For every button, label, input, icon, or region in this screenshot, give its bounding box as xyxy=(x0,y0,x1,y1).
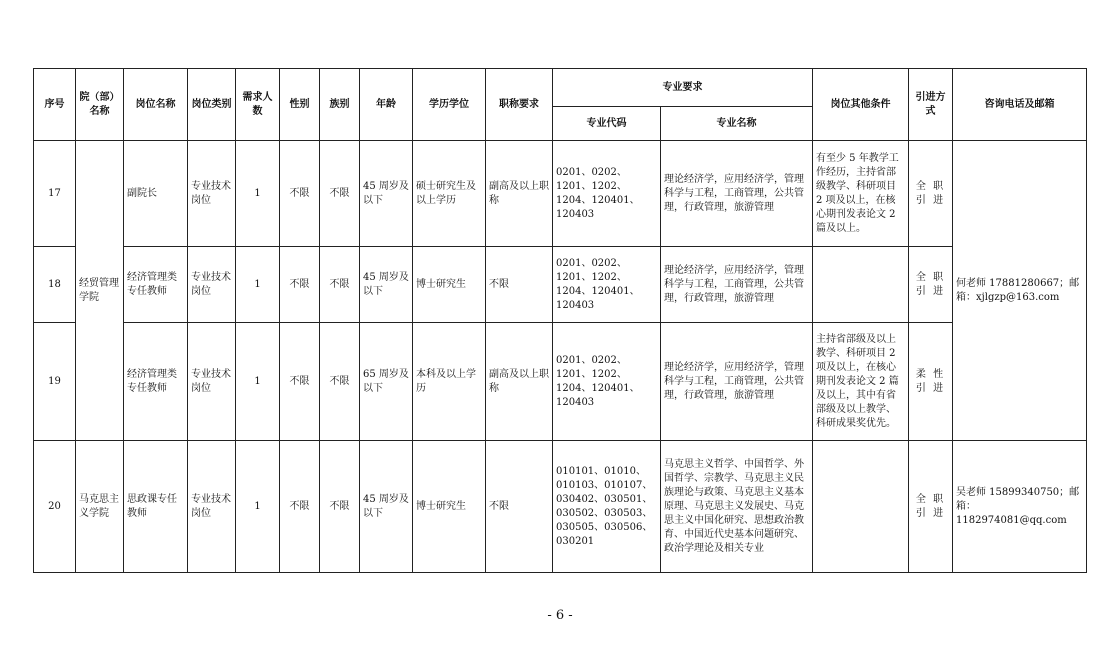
cell-post: 经济管理类专任教师 xyxy=(124,323,188,441)
cell-gender: 不限 xyxy=(280,141,320,247)
header-other: 岗位其他条件 xyxy=(813,69,909,141)
cell-title: 不限 xyxy=(486,441,553,573)
header-seq: 序号 xyxy=(34,69,76,141)
cell-ethnicity: 不限 xyxy=(320,323,360,441)
header-dept: 院（部）名称 xyxy=(76,69,124,141)
cell-title: 副高及以上职称 xyxy=(486,141,553,247)
cell-count: 1 xyxy=(236,323,280,441)
header-ethnicity: 族别 xyxy=(320,69,360,141)
cell-ethnicity: 不限 xyxy=(320,247,360,323)
cell-contact: 何老师 17881280667；邮箱：xjlgzp@163.com xyxy=(953,141,1087,441)
cell-major-code: 0201、0202、1201、1202、1204、120401、120403 xyxy=(553,323,661,441)
cell-major-name: 理论经济学，应用经济学，管理科学与工程，工商管理，公共管理，行政管理，旅游管理 xyxy=(661,247,813,323)
cell-count: 1 xyxy=(236,247,280,323)
cell-post: 思政课专任教师 xyxy=(124,441,188,573)
cell-post: 副院长 xyxy=(124,141,188,247)
cell-major-name: 理论经济学，应用经济学，管理科学与工程，工商管理，公共管理，行政管理，旅游管理 xyxy=(661,141,813,247)
cell-dept: 马克思主义学院 xyxy=(76,441,124,573)
header-method: 引进方式 xyxy=(909,69,953,141)
recruitment-table xyxy=(33,68,1087,573)
cell-age: 45 周岁及以下 xyxy=(360,247,413,323)
header-title: 职称要求 xyxy=(486,69,553,141)
cell-age: 45 周岁及以下 xyxy=(360,441,413,573)
header-major-code: 专业代码 xyxy=(553,107,661,141)
cell-major-code: 010101、01010、010103、010107、030402、030501、030502、030503、030505、030506、030201 xyxy=(553,441,661,573)
table-row xyxy=(34,141,1087,247)
cell-major-code: 0201、0202、1201、1202、1204、120401、120403 xyxy=(553,247,661,323)
cell-method: 全 职 引 进 xyxy=(909,441,953,573)
cell-seq: 18 xyxy=(34,247,76,323)
cell-major-name: 理论经济学，应用经济学，管理科学与工程，工商管理，公共管理，行政管理，旅游管理 xyxy=(661,323,813,441)
cell-title: 不限 xyxy=(486,247,553,323)
cell-contact: 吴老师 15899340750；邮箱：1182974081@qq.com xyxy=(953,441,1087,573)
cell-title: 副高及以上职称 xyxy=(486,323,553,441)
cell-ethnicity: 不限 xyxy=(320,141,360,247)
cell-count: 1 xyxy=(236,441,280,573)
cell-category: 专业技术岗位 xyxy=(188,441,236,573)
cell-education: 博士研究生 xyxy=(413,247,486,323)
table-row xyxy=(34,247,1087,323)
cell-other xyxy=(813,441,909,573)
header-count: 需求人数 xyxy=(236,69,280,141)
cell-other xyxy=(813,247,909,323)
cell-education: 本科及以上学历 xyxy=(413,323,486,441)
cell-other: 有至少 5 年教学工作经历，主持省部级教学、科研项目 2 项及以上，在核心期刊发表论文 2 篇及以上。 xyxy=(813,141,909,247)
cell-dept: 经贸管理学院 xyxy=(76,141,124,441)
cell-gender: 不限 xyxy=(280,323,320,441)
cell-method: 全 职 引 进 xyxy=(909,247,953,323)
table-row xyxy=(34,441,1087,573)
cell-count: 1 xyxy=(236,141,280,247)
cell-method: 全 职 引 进 xyxy=(909,141,953,247)
page-number: - 6 - xyxy=(547,608,573,623)
cell-gender: 不限 xyxy=(280,441,320,573)
cell-category: 专业技术岗位 xyxy=(188,247,236,323)
cell-major-code: 0201、0202、1201、1202、1204、120401、120403 xyxy=(553,141,661,247)
header-major: 专业要求 xyxy=(553,69,813,107)
header-major-name: 专业名称 xyxy=(661,107,813,141)
cell-major-name: 马克思主义哲学、中国哲学、外国哲学、宗教学、马克思主义民族理论与政策、马克思主义基本原理、马克思主义发展史、马克思主义中国化研究、思想政治教育、中国近代史基本问题研究、政治学理论及相关专业 xyxy=(661,441,813,573)
cell-gender: 不限 xyxy=(280,247,320,323)
cell-method: 柔 性 引 进 xyxy=(909,323,953,441)
header-age: 年龄 xyxy=(360,69,413,141)
cell-category: 专业技术岗位 xyxy=(188,141,236,247)
cell-ethnicity: 不限 xyxy=(320,441,360,573)
header-row-1 xyxy=(34,69,1087,107)
cell-age: 45 周岁及以下 xyxy=(360,141,413,247)
header-contact: 咨询电话及邮箱 xyxy=(953,69,1087,141)
header-education: 学历学位 xyxy=(413,69,486,141)
cell-age: 65 周岁及以下 xyxy=(360,323,413,441)
cell-seq: 19 xyxy=(34,323,76,441)
cell-post: 经济管理类专任教师 xyxy=(124,247,188,323)
cell-education: 硕士研究生及以上学历 xyxy=(413,141,486,247)
cell-other: 主持省部级及以上教学、科研项目 2 项及以上，在核心期刊发表论文 2 篇及以上，其中有省部级及以上教学、科研成果奖优先。 xyxy=(813,323,909,441)
header-gender: 性别 xyxy=(280,69,320,141)
cell-category: 专业技术岗位 xyxy=(188,323,236,441)
header-category: 岗位类别 xyxy=(188,69,236,141)
cell-education: 博士研究生 xyxy=(413,441,486,573)
cell-seq: 17 xyxy=(34,141,76,247)
cell-seq: 20 xyxy=(34,441,76,573)
table-row xyxy=(34,323,1087,441)
header-post: 岗位名称 xyxy=(124,69,188,141)
